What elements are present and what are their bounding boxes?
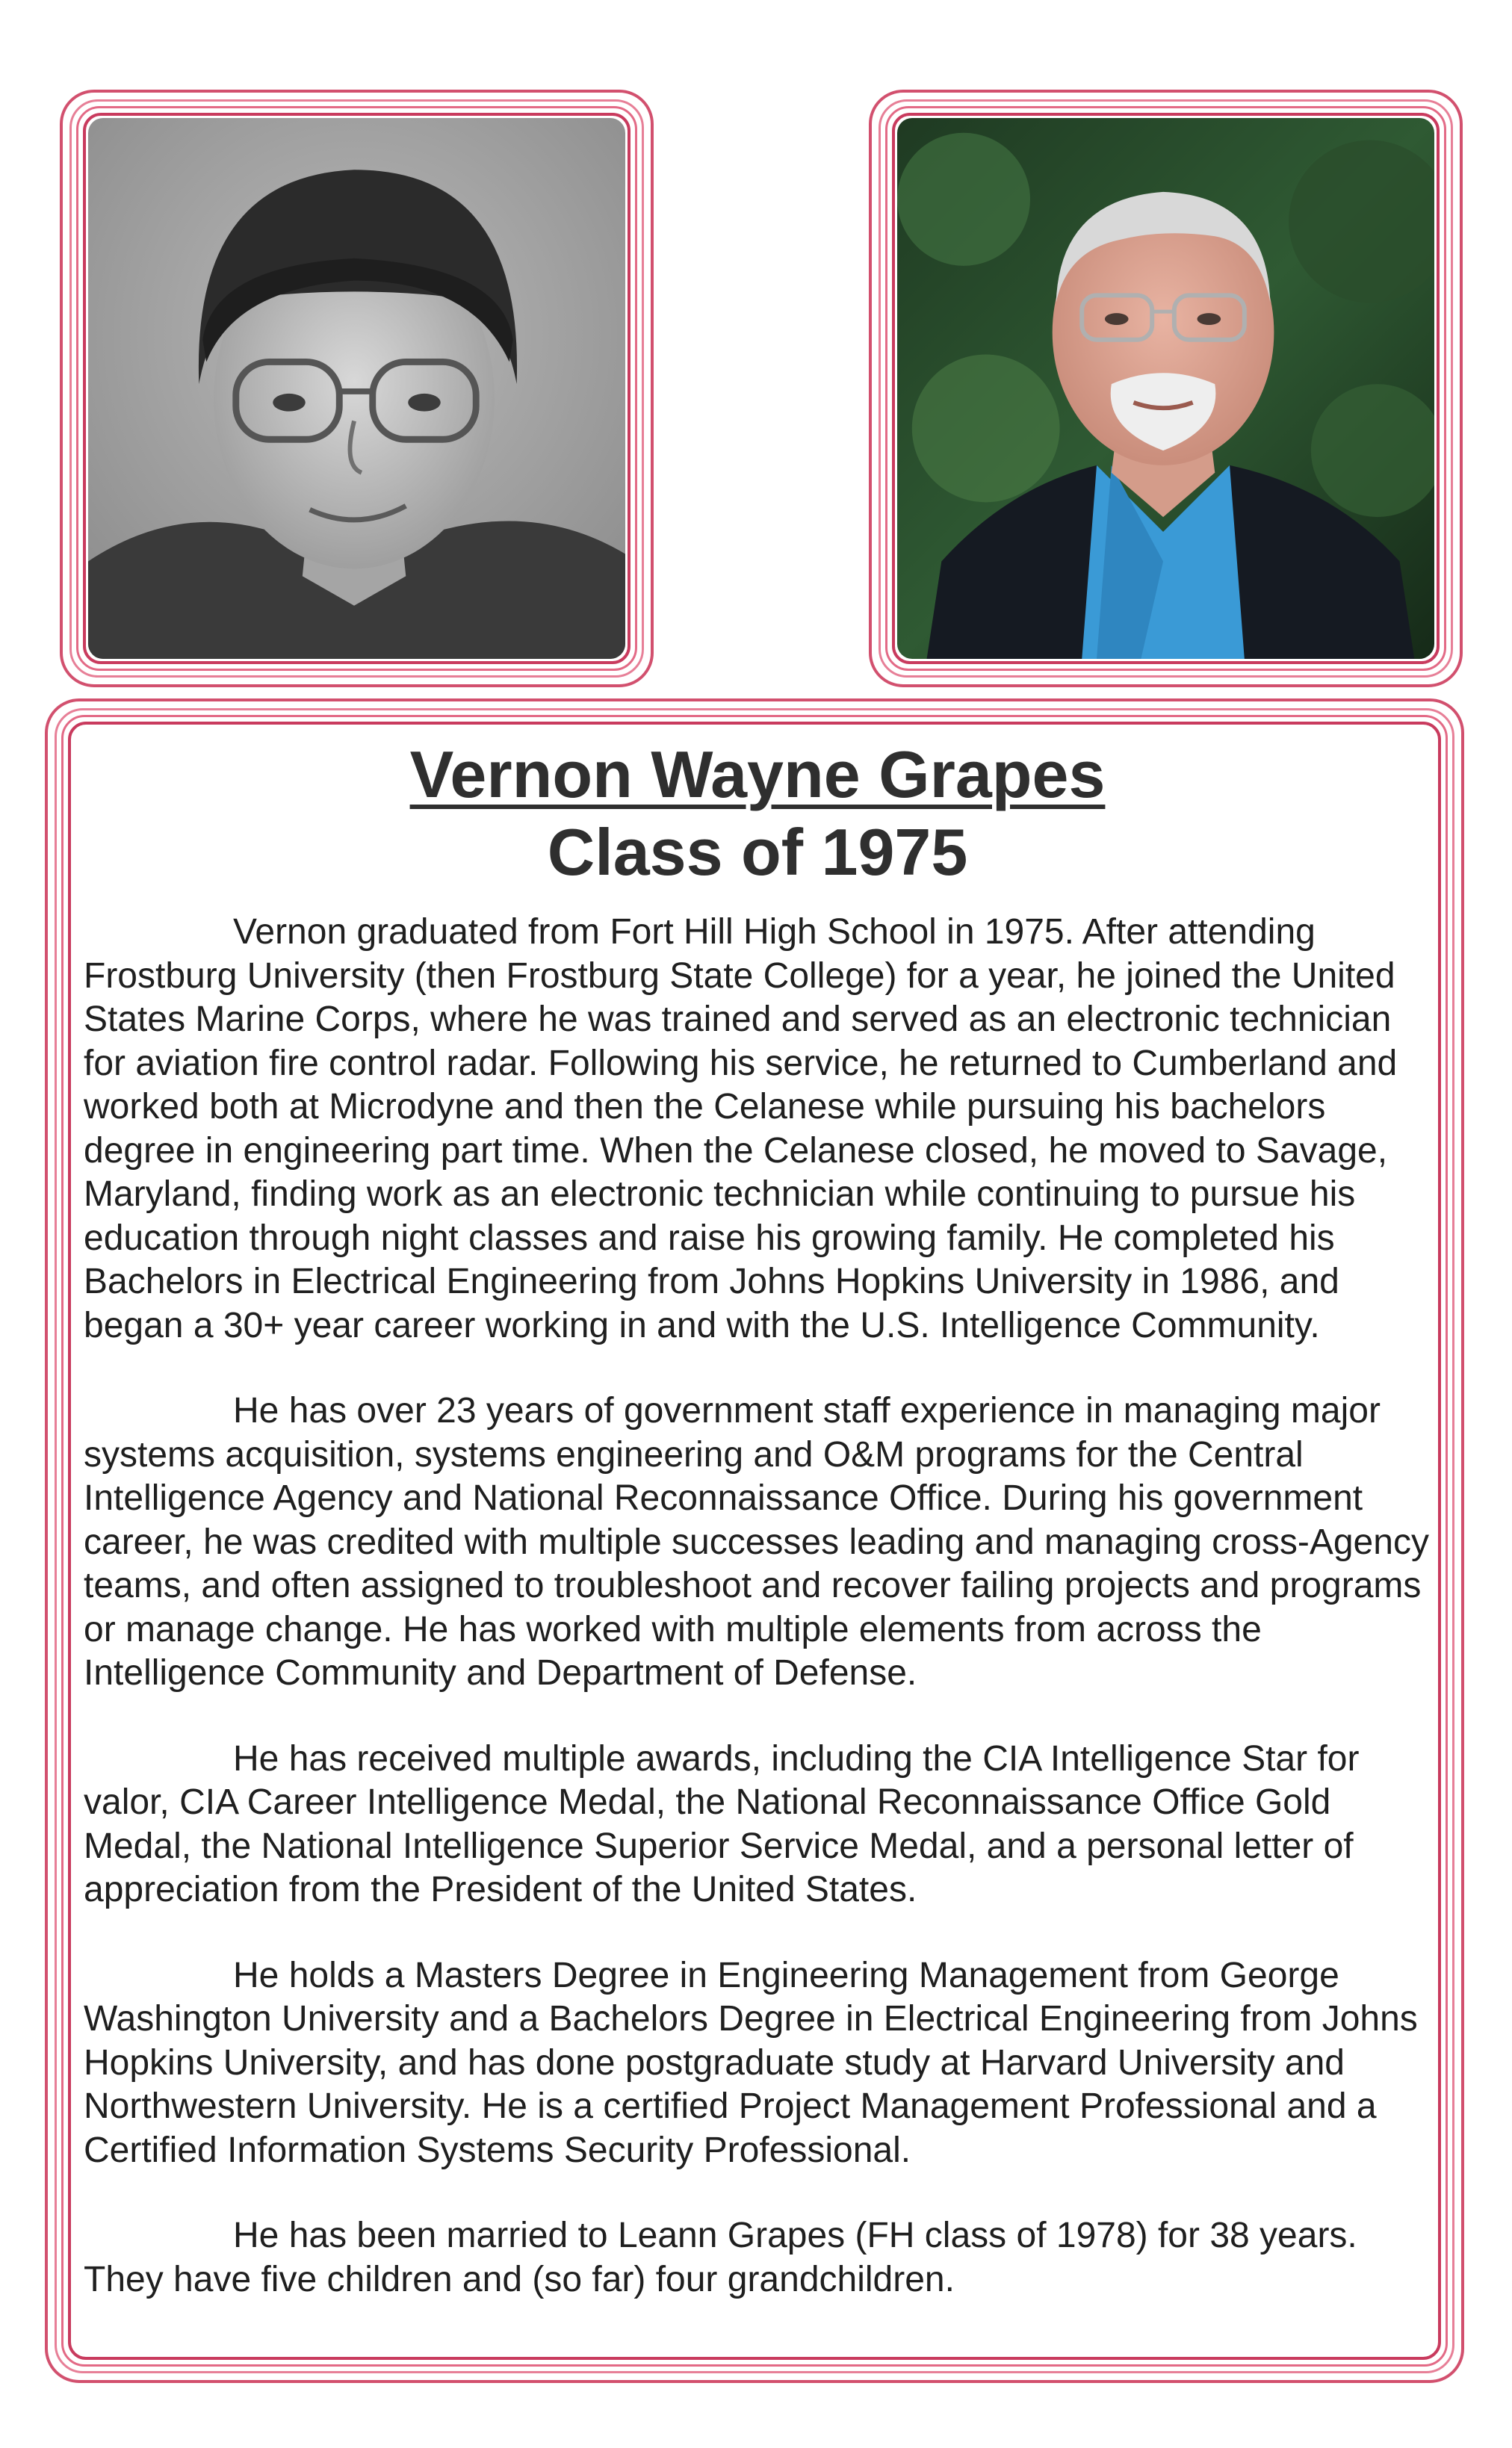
yearbook-photo-frame	[60, 90, 654, 687]
bio-paragraph-early-career: Vernon graduated from Fort Hill High School in 1975. After attending Frostburg University (then Frostburg State College) for a year, he joined the United States Marine Corps, where he was trained and served as an electronic technician for aviation fire control radar. Following his service, he returned to Cumberland and worked both at Microdyne and then the Celanese while pursuing his bachelors degree in engineering part time. When the Celanese closed, he moved to Savage, Maryland, finding work as an electronic technician while continuing to pursue his education through night classes and raise his growing family. He completed his Bachelors in Electrical Engineering from Johns Hopkins University in 1986, and began a 30+ year career working in and with the U.S. Intelligence Community.	[84, 912, 1398, 1345]
yearbook-portrait-photo	[88, 118, 625, 659]
bio-paragraph-education: He holds a Masters Degree in Engineering Management from George Washington University and a Bachelors Degree in Electrical Engineering from Johns Hopkins University, and has done postgraduate study at Harvard University and Northwestern University. He is a certified Project Management Professional and a Certified Information Systems Security Professional.	[84, 1955, 1418, 2170]
current-portrait-icon	[897, 118, 1434, 659]
bio-paragraph-government-experience: He has over 23 years of government staff experience in managing major systems acquisition, systems engineering and O&M programs for the Central Intelligence Agency and National Reconnaissance Office. During his government career, he was credited with multiple successes leading and managing cross-Agency teams, and often assigned to troubleshoot and recover failing projects and programs or manage change. He has worked with multiple elements from across the Intelligence Community and Department of Defense.	[84, 1391, 1429, 1693]
yearbook-portrait-icon	[88, 118, 625, 659]
biography-content	[84, 736, 1431, 2358]
person-name: Vernon Wayne Grapes	[409, 737, 1106, 811]
current-photo-frame	[869, 90, 1463, 687]
person-name-heading	[84, 736, 1431, 814]
biography-frame	[45, 698, 1464, 2383]
class-year-heading: Class of 1975	[547, 815, 968, 889]
bio-paragraph-awards: He has received multiple awards, including the CIA Intelligence Star for valor, CIA Career Intelligence Medal, the National Reconnaissance Office Gold Medal, the National Intelligence Superior Service Medal, and a personal letter of appreciation from the President of the United States.	[84, 1738, 1360, 1909]
bio-paragraph-family: He has been married to Leann Grapes (FH class of 1978) for 38 years. They have five children and (so far) four grandchildren.	[84, 2216, 1357, 2299]
current-portrait-photo	[897, 118, 1434, 659]
